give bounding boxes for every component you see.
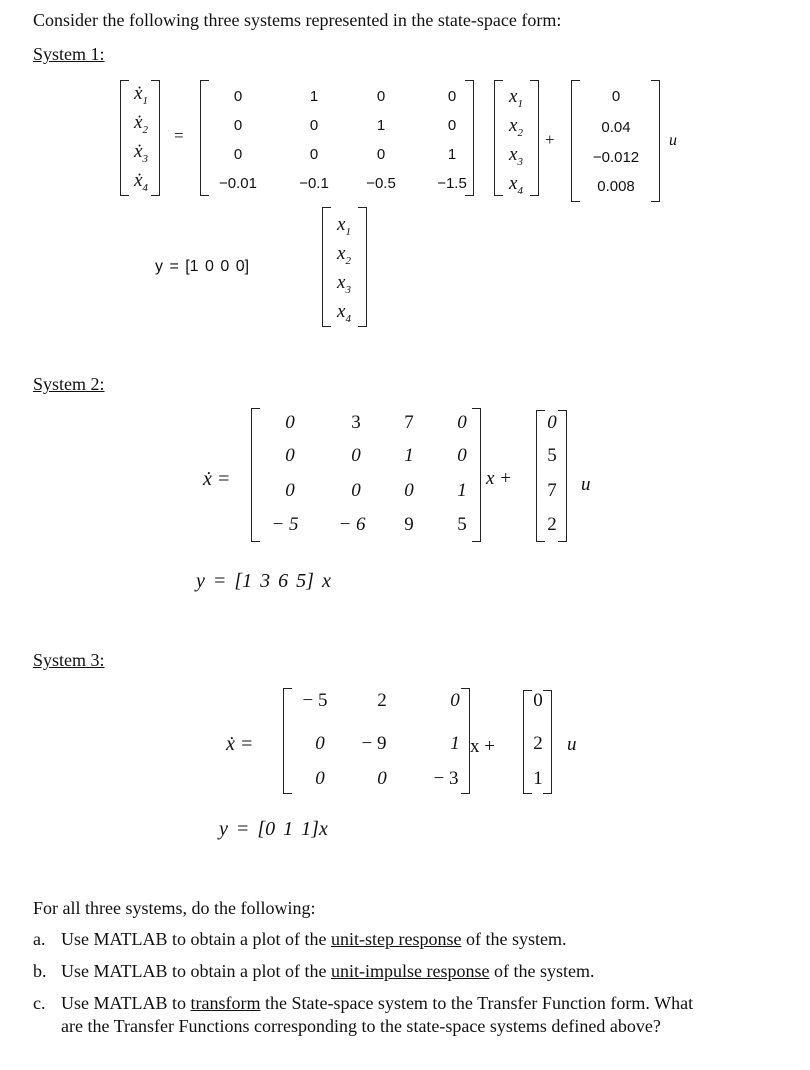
s1-A-r4c2: −0.1 <box>299 175 329 192</box>
s3-B-3: 1 <box>533 768 543 789</box>
s1-A-r3c3: 0 <box>376 146 386 163</box>
s2-A-r1c4: 0 <box>457 412 467 433</box>
s2-A-r1c1: 0 <box>285 412 295 433</box>
s2-B-left-bracket <box>536 410 545 542</box>
s1-xdot-left-bracket <box>120 80 129 196</box>
s1-plus: + <box>545 130 555 149</box>
tasks-lead: For all three systems, do the following: <box>33 898 316 918</box>
s1-A-r1c1: 0 <box>233 88 243 105</box>
s1-B-left-bracket <box>571 80 580 202</box>
s1-xdot-2: ẋ$_2$ <box>134 112 148 136</box>
s2-A-r4c1: − 5 <box>271 514 299 535</box>
s1-A-left-bracket <box>200 80 209 196</box>
task-c-pre: Use MATLAB to <box>61 993 191 1013</box>
s2-A-r1c3: 7 <box>404 412 414 433</box>
s2-x-plus: x + <box>486 468 513 489</box>
s1-A-r4c4: −1.5 <box>437 175 467 192</box>
s1-yx-left-bracket <box>322 207 331 327</box>
s2-A-r2c3: 1 <box>404 445 414 466</box>
s1-A-r4c1: −0.01 <box>219 175 257 192</box>
s1-y-prefix: y = [1 0 0 0] <box>155 258 250 275</box>
s1-x-3: $x_3$ <box>509 144 523 168</box>
s1-A-r3c4: 1 <box>447 146 457 163</box>
s3-A-right-bracket <box>461 688 470 794</box>
task-c-letter: c. <box>33 993 46 1013</box>
s1-yx-2: $x_2$ <box>337 243 351 267</box>
s1-u: u <box>669 132 677 149</box>
task-c-text <box>61 993 693 1014</box>
s1-B-1: 0 <box>611 88 621 105</box>
s2-B-2: 5 <box>547 445 557 466</box>
task-a <box>33 929 567 950</box>
task-b-letter: b. <box>33 961 47 981</box>
s3-A-r1c2: 2 <box>377 690 387 711</box>
s1-xdot-3: ẋ$_3$ <box>134 141 148 165</box>
s3-A-r3c1: 0 <box>315 768 325 789</box>
s3-A-r2c2: − 9 <box>361 733 387 754</box>
task-b-text <box>61 961 594 982</box>
task-c-line2: are the Transfer Functions corresponding to the state-space systems defined above? <box>61 1016 661 1036</box>
s3-lhs: ẋ = <box>226 733 254 755</box>
s2-lhs: ẋ = <box>203 468 231 490</box>
s1-x-right-bracket <box>530 80 539 196</box>
s1-yx-4: $x_4$ <box>337 301 351 325</box>
s2-A-r4c2: − 6 <box>338 514 366 535</box>
task-c-link: transform <box>190 993 261 1013</box>
s2-B-3: 7 <box>547 480 557 501</box>
s1-x-left-bracket <box>494 80 503 196</box>
s3-A-r2c3: 1 <box>450 733 460 754</box>
system2-output-equation: y = [1 3 6 5] x <box>196 570 331 592</box>
s1-B-4: 0.008 <box>597 178 635 195</box>
s3-A-r3c3: − 3 <box>433 768 459 789</box>
s3-A-r1c1: − 5 <box>302 690 328 711</box>
s1-x-4: $x_4$ <box>509 173 523 197</box>
system2-heading: System 2: <box>33 374 105 394</box>
task-c <box>33 993 694 1014</box>
s2-A-r3c3: 0 <box>404 480 414 501</box>
s3-A-left-bracket <box>283 688 292 794</box>
task-b-link: unit-impulse response <box>330 961 490 981</box>
s3-B-left-bracket <box>523 690 532 794</box>
s1-A-r2c4: 0 <box>447 117 457 134</box>
s1-A-r4c3: −0.5 <box>366 175 396 192</box>
s2-B-1: 0 <box>547 412 557 433</box>
s2-u: u <box>581 474 591 495</box>
s3-B-2: 2 <box>533 733 543 754</box>
s1-B-right-bracket <box>651 80 660 202</box>
s2-B-right-bracket <box>558 410 567 542</box>
s1-x-1: $x_1$ <box>509 86 523 110</box>
task-b-pre: Use MATLAB to obtain a plot of the <box>61 961 331 981</box>
s2-A-r3c2: 0 <box>351 480 361 501</box>
task-a-pre: Use MATLAB to obtain a plot of the <box>61 929 331 949</box>
s2-A-r3c4: 1 <box>457 480 467 501</box>
task-a-letter: a. <box>33 929 46 949</box>
s2-A-r4c4: 5 <box>457 514 467 535</box>
system1-heading: System 1: <box>33 44 105 64</box>
s1-A-r3c2: 0 <box>309 146 319 163</box>
s2-A-r4c3: 9 <box>404 514 414 535</box>
intro-text: Consider the following three systems represented in the state-space form: <box>33 10 562 30</box>
s1-x-2: $x_2$ <box>509 115 523 139</box>
s3-x-plus: x + <box>470 736 495 757</box>
s1-yx-3: $x_3$ <box>337 272 351 296</box>
s3-A-r2c1: 0 <box>315 733 325 754</box>
s1-xdot-4: ẋ$_4$ <box>134 170 148 194</box>
s1-A-r2c3: 1 <box>376 117 386 134</box>
task-a-post: of the system. <box>461 929 567 949</box>
system3-heading: System 3: <box>33 650 105 670</box>
s1-A-r1c2: 1 <box>309 88 319 105</box>
system3-output-equation: y = [0 1 1]x <box>219 818 328 840</box>
s1-B-2: 0.04 <box>601 119 631 136</box>
s1-B-3: −0.012 <box>592 149 640 166</box>
s2-A-r2c2: 0 <box>351 445 361 466</box>
s1-A-r1c3: 0 <box>376 88 386 105</box>
s1-yx-1: $x_1$ <box>337 214 351 238</box>
s2-A-left-bracket <box>251 408 260 542</box>
s2-A-right-bracket <box>472 408 481 542</box>
s2-B-4: 2 <box>547 514 557 535</box>
s2-A-r2c1: 0 <box>285 445 295 466</box>
s1-A-r3c1: 0 <box>233 146 243 163</box>
s1-xdot-right-bracket <box>151 80 160 196</box>
task-a-link: unit-step response <box>330 929 462 949</box>
s3-B-1: 0 <box>533 690 543 711</box>
s2-A-r2c4: 0 <box>457 445 467 466</box>
s1-yx-right-bracket <box>358 207 367 327</box>
s3-u: u <box>567 734 577 755</box>
s3-A-r3c2: 0 <box>377 768 387 789</box>
task-b <box>33 961 595 982</box>
s3-A-r1c3: 0 <box>450 690 460 711</box>
task-b-post: of the system. <box>489 961 595 981</box>
task-c-post: the State-space system to the Transfer Function form. What <box>260 993 694 1013</box>
s1-A-r2c1: 0 <box>233 117 243 134</box>
s1-A-r1c4: 0 <box>447 88 457 105</box>
s1-xdot-1: ẋ$_1$ <box>134 83 148 107</box>
task-a-text <box>61 929 566 950</box>
s1-A-r2c2: 0 <box>309 117 319 134</box>
s2-A-r3c1: 0 <box>285 480 295 501</box>
s2-A-r1c2: 3 <box>351 412 361 433</box>
s1-equals: = <box>174 126 184 145</box>
s3-B-right-bracket <box>543 690 552 794</box>
